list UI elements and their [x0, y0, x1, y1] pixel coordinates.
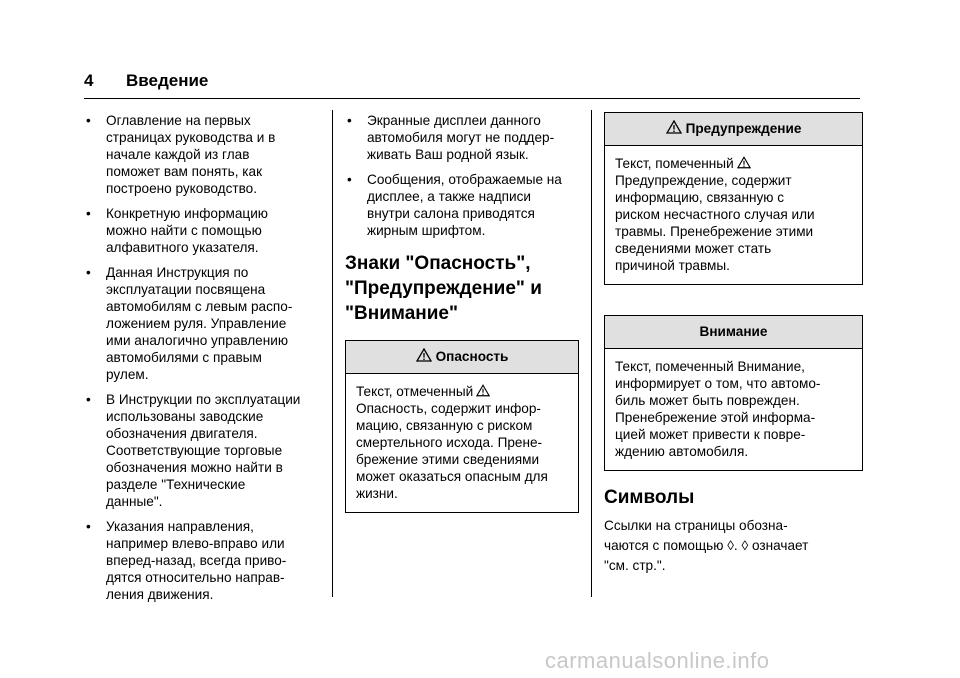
danger-box-title: Опасность — [435, 349, 509, 364]
column-1 — [84, 112, 324, 611]
list-item — [345, 171, 580, 239]
bullet-glyph: • — [86, 113, 91, 128]
danger-box-body — [346, 374, 578, 512]
danger-box — [345, 340, 579, 513]
warning-box-text: Предупреждение, содержит информацию, связанную с риском несчастного случая или травмы. Пренебрежение этими сведениями может стать причиной травмы. — [615, 173, 815, 273]
list-item-text: Сообщения, отображаемые на дисплее, а также надписи внутри салона приводятся жирным шрифтом. — [367, 172, 562, 238]
warning-box-body — [605, 146, 862, 284]
page-number: 4 — [84, 71, 94, 90]
column-3 — [604, 112, 862, 576]
header-divider — [84, 98, 860, 99]
page-reference-icon: ◊ — [727, 538, 734, 553]
danger-box-header — [346, 341, 578, 374]
bullet-glyph: • — [347, 172, 352, 187]
list-item — [84, 391, 324, 510]
list-item — [84, 205, 324, 256]
page-title: Введение — [126, 71, 209, 90]
symbols-text — [604, 516, 862, 576]
symbols-line: чаются с помощью ◊. ◊ означает — [604, 538, 809, 553]
page-reference-icon: ◊ — [741, 538, 749, 553]
symbols-line: "см. стр.". — [604, 558, 666, 573]
section-heading: Знаки "Опасность", "Предупреждение" и "Внимание" — [345, 253, 542, 324]
list-item — [84, 518, 324, 603]
warning-triangle-icon — [666, 120, 682, 134]
caution-box-text: Текст, помеченный Внимание, информирует о том, что автомо- биль может быть поврежден. Пренебрежение этой информа- цией может привести к повре- ждению автомобиля. — [615, 359, 821, 459]
bullet-glyph: • — [347, 113, 352, 128]
list-item-text: В Инструкции по эксплуатации использованы заводские обозначения двигателя. Соответствующие торговые обозначения можно найти в разделе "Технические данные". — [106, 392, 301, 509]
column-divider — [591, 110, 592, 597]
warning-box — [604, 112, 863, 285]
watermark: carmanualsonline.info — [545, 648, 770, 673]
danger-box-text: Опасность, содержит инфор- мацию, связанную с риском смертельного исхода. Прене- брежение этими сведениями может оказаться опасным для жизни. — [356, 401, 548, 501]
warning-box-header — [605, 113, 862, 146]
symbols-heading: Символы — [604, 487, 695, 508]
caution-box-body — [605, 349, 862, 470]
warning-triangle-icon — [416, 348, 432, 362]
bullet-list — [84, 112, 324, 603]
list-item-text: Оглавление на первых страницах руководства и в начале каждой из глав поможет вам понять, как построено руководство. — [106, 113, 276, 196]
list-item-text: Конкретную информацию можно найти с помощью алфавитного указателя. — [106, 206, 268, 255]
symbols-line: Ссылки на страницы обозна- — [604, 518, 788, 533]
bullet-glyph: • — [86, 265, 91, 280]
list-item-text: Указания направления, например влево-вправо или вперед-назад, всегда приво- дятся относительно направ- ления движения. — [106, 519, 287, 602]
warning-box-lead: Текст, помеченный — [615, 156, 734, 171]
warning-box-title: Предупреждение — [685, 121, 802, 136]
list-item — [84, 112, 324, 197]
bullet-list — [345, 112, 580, 239]
bullet-glyph: • — [86, 392, 91, 407]
bullet-glyph: • — [86, 519, 91, 534]
warning-triangle-icon — [476, 384, 490, 397]
caution-box-header — [605, 316, 862, 349]
list-item — [345, 112, 580, 163]
column-2 — [345, 112, 580, 513]
caution-box — [604, 315, 863, 471]
list-item-text: Данная Инструкция по эксплуатации посвящена автомобилям с левым распо- ложением руля. Управление ими аналогично управлению автомобилями с правым рулем. — [106, 265, 293, 382]
caution-box-title: Внимание — [699, 324, 768, 339]
bullet-glyph: • — [86, 206, 91, 221]
list-item — [84, 264, 324, 383]
warning-triangle-icon — [737, 156, 751, 169]
danger-box-lead: Текст, отмеченный — [356, 384, 474, 399]
column-divider — [332, 110, 333, 597]
list-item-text: Экранные дисплеи данного автомобиля могут не поддер- живать Ваш родной язык. — [367, 113, 555, 162]
